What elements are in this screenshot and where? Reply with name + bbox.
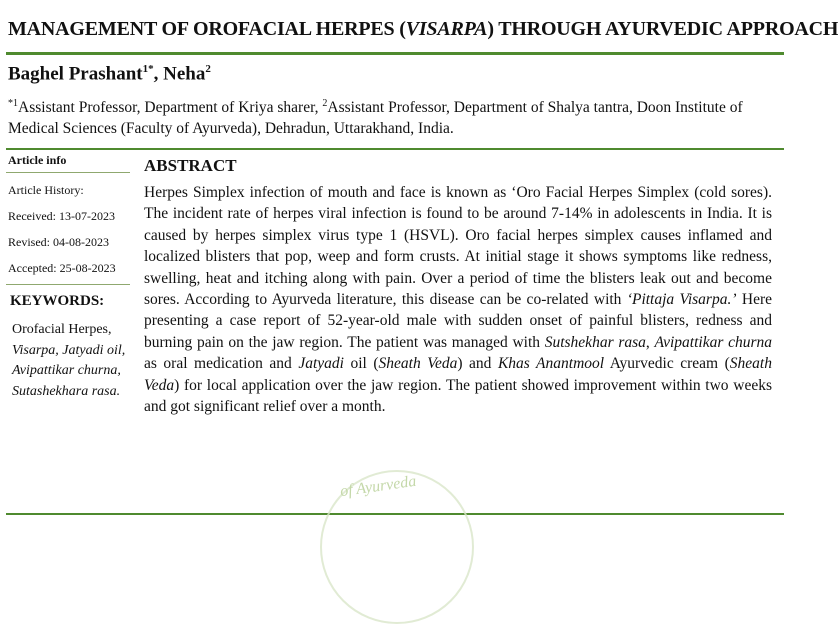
- seal-lettering: of Ayurveda: [339, 472, 418, 501]
- abstract-emphasis: Khas Anantmool: [497, 355, 605, 373]
- affiliation: [8, 93, 784, 139]
- author-mark: 1*: [142, 63, 154, 75]
- accepted-date: Accepted: 25-08-2023: [8, 261, 116, 275]
- title-part: MANAGEMENT OF OROFACIAL HERPES (: [8, 18, 406, 40]
- header-divider: [6, 148, 784, 150]
- article-info-label: Article info: [8, 153, 67, 167]
- keyword-text: Visarpa, Jatyadi oil,: [12, 342, 126, 358]
- abstract-text: Ayurvedic cream (: [604, 355, 730, 373]
- abstract-text: ) and: [457, 355, 498, 373]
- abstract-heading: ABSTRACT: [144, 156, 237, 175]
- title-italic: VISARPA: [405, 18, 488, 40]
- revised-date: Revised: 04-08-2023: [8, 235, 109, 249]
- title-part: ) THROUGH AYURVEDIC APPROACH: [487, 18, 838, 40]
- keywords-list: [12, 320, 137, 402]
- abstract-text: Herpes Simplex infection of mouth and face is known as ‘Oro Facial Herpes Simplex (cold sores). The incident rate of herpes viral infection is found to be around 7-14% in adolescents in India. It is caused by herpes simplex virus type 1 (HSVL). Oro facial herpes simplex causes inflamed and localized blisters that pop, weep and form crusts. At initial stage it shows symptoms like redness, swelling, heat and itching along with pain. Over a period of time the blisters leak out and become sores. According to Ayurveda literature, this disease can be co-related with: [144, 184, 772, 309]
- author-line: [8, 63, 211, 85]
- affil-mark: *1: [8, 98, 18, 109]
- sidebar-divider: [6, 284, 130, 285]
- affil-text: Assistant Professor, Department of Shalya tantra, Doon Institute of Medical Sciences (Faculty of Ayurveda), Dehradun, Uttarakhand, India.: [8, 99, 743, 138]
- author-separator: ,: [153, 63, 164, 85]
- author-mark: 2: [205, 63, 211, 75]
- article-history-label: Article History:: [8, 183, 84, 197]
- affil-text: Assistant Professor, Department of Kriya sharer,: [18, 99, 323, 117]
- author-name: Neha: [163, 63, 206, 85]
- affil-mark: 2: [322, 98, 328, 109]
- abstract-emphasis: Sheath Veda: [378, 355, 458, 373]
- keyword-item: Orofacial Herpes,: [12, 322, 112, 337]
- author-name: Baghel Prashant: [8, 63, 143, 85]
- received-date: Received: 13-07-2023: [8, 209, 115, 223]
- abstract-text: Here presenting a case report of 52-year-old male with sudden onset of painful blisters, redness and burning pain on the jaw region. The patient was managed with: [144, 291, 772, 351]
- abstract-text: ,: [645, 333, 655, 351]
- paper-title: [8, 18, 838, 41]
- keyword-item: [12, 361, 137, 382]
- sidebar-divider: [6, 172, 130, 173]
- keyword-item: [12, 382, 137, 403]
- keyword-item: [12, 341, 137, 362]
- keyword-text: Avipattikar churna,: [12, 363, 121, 378]
- keywords-label: KEYWORDS:: [10, 293, 105, 309]
- abstract-emphasis: Jatyadi: [298, 355, 344, 373]
- top-divider: [6, 52, 784, 55]
- abstract-emphasis: Avipattikar churna: [654, 333, 773, 351]
- abstract-emphasis: Sheath Veda: [144, 355, 772, 394]
- abstract-text: as oral medication and: [144, 355, 299, 373]
- keyword-text: Sutashekhara rasa.: [12, 383, 121, 399]
- abstract-emphasis: Sutshekhar rasa: [544, 333, 646, 351]
- abstract-text: oil (: [343, 355, 379, 373]
- abstract-emphasis: ‘Pittaja Visarpa.’: [626, 291, 737, 309]
- abstract-body: [144, 182, 772, 417]
- abstract-text: ) for local application over the jaw region. The patient showed improvement within two weeks and got significant relief over a month.: [144, 376, 772, 416]
